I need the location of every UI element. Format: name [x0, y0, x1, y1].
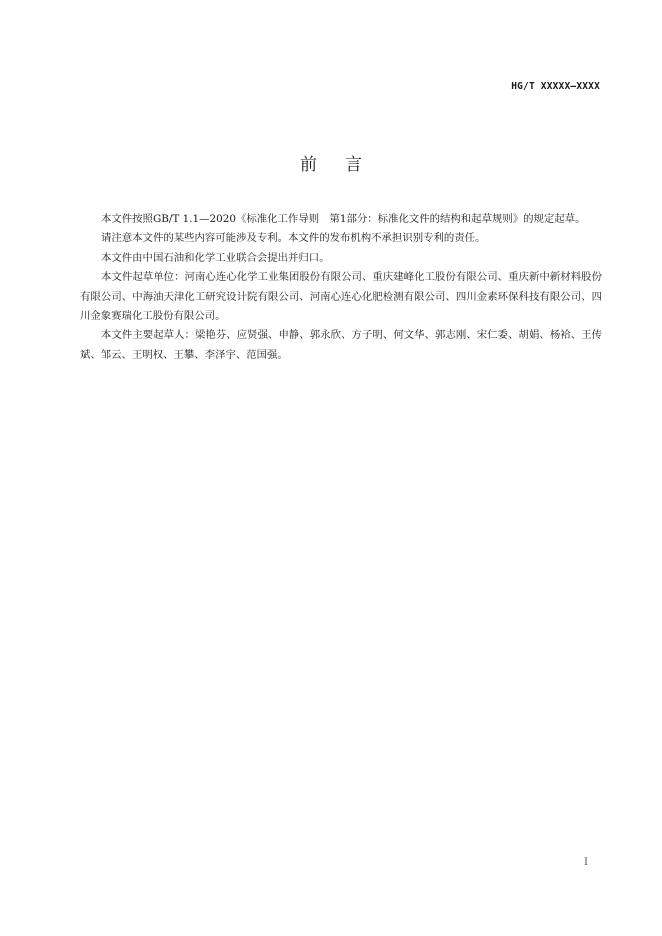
paragraph-drafters: 本文件主要起草人：梁艳芬、应贤强、申静、郭永欣、方子明、何文华、郭志刚、宋仁委、胡娟、杨袷、王传斌、邹云、王明权、王攀、李泽宇、范国强。: [80, 329, 602, 361]
paragraph-proposer: 本文件由中国石油和化学工业联合会提出并归口。: [101, 251, 330, 264]
page-number: I: [584, 857, 588, 868]
paragraph-drafting-units: 本文件起草单位：河南心连心化学工业集团股份有限公司、重庆建峰化工股份有限公司、重庆新中新材料股份有限公司、中海油天津化工研究设计院有限公司、河南心连心化肥检测有限公司、四川金素环保科技有限公司、四川金象赛瑞化工股份有限公司。: [80, 271, 602, 323]
page-title: 前言: [300, 155, 390, 175]
paragraph-drafting-rules: 本文件按照GB/T 1.1—2020《标准化工作导则 第1部分：标准化文件的结构和起草规则》的规定起草。: [101, 213, 586, 225]
paragraph-patent-notice: 请注意本文件的某些内容可能涉及专利。本文件的发布机构不承担识别专利的责任。: [101, 232, 486, 245]
document-code: HG/T XXXXX—XXXX: [511, 81, 600, 92]
preface-body: [80, 210, 602, 365]
